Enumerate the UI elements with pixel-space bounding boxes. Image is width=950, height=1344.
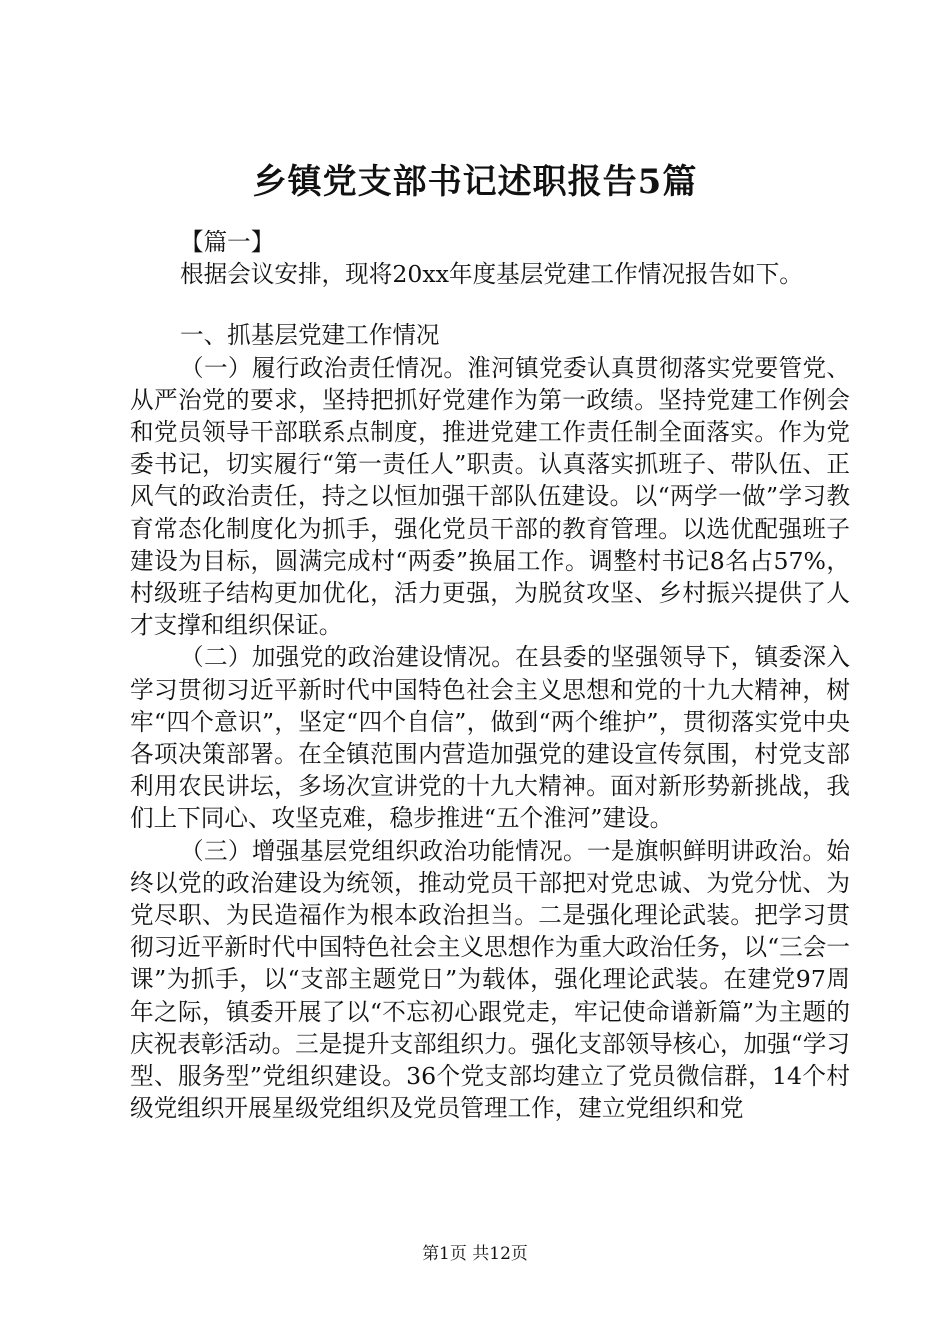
page-footer: 第1页 共12页 bbox=[422, 1244, 528, 1264]
document-body bbox=[130, 226, 850, 1124]
document-title: 乡镇党支部书记述职报告5篇 bbox=[252, 162, 698, 202]
section-label: 【篇一】 bbox=[180, 228, 275, 256]
paragraph-grassroots-function: （三）增强基层党组织政治功能情况。一是旗帜鲜明讲政治。始终以党的政治建设为统领，推动党员干部把对党忠诚、为党分忧、为党尽职、为民造福作为根本政治担当。二是强化理论武装。把学习贯彻习近平新时代中国特色社会主义思想作为重大政治任务，以“三会一课”为抓手，以“支部主题党日”为载体，强化理论武装。在建党97周年之际，镇委开展了以“不忘初心跟党走，牢记使命谱新篇”为主题的庆祝表彰活动。三是提升支部组织力。强化支部领导核心，加强“学习型、服务型”党组织建设。36个党支部均建立了党员微信群，14个村级党组织开展星级党组织及党员管理工作，建立党组织和党 bbox=[130, 836, 850, 1123]
section-heading: 一、抓基层党建工作情况 bbox=[180, 321, 440, 350]
paragraph-political-responsibility: （一）履行政治责任情况。淮河镇党委认真贯彻落实党要管党、从严治党的要求，坚持把抓好党建作为第一政绩。坚持党建工作例会和党员领导干部联系点制度，推进党建工作责任制全面落实。作为党委书记，切实履行“第一责任人”职责。认真落实抓班子、带队伍、正风气的政治责任，持之以恒加强干部队伍建设。以“两学一做”学习教育常态化制度化为抓手，强化党员干部的教育管理。以选优配强班子建设为目标，圆满完成村“两委”换届工作。调整村书记8名占57%，村级班子结构更加优化，活力更强，为脱贫攻坚、乡村振兴提供了人才支撑和组织保证。 bbox=[130, 353, 850, 640]
intro-paragraph: 根据会议安排，现将20xx年度基层党建工作情况报告如下。 bbox=[180, 260, 803, 289]
paragraph-political-construction: （二）加强党的政治建设情况。在县委的坚强领导下，镇委深入学习贯彻习近平新时代中国特色社会主义思想和党的十九大精神，树牢“四个意识”，坚定“四个自信”，做到“两个维护”，贯彻落实党中央各项决策部署。在全镇范围内营造加强党的建设宣传氛围，村党支部利用农民讲坛，多场次宣讲党的十九大精神。面对新形势新挑战，我们上下同心、攻坚克难，稳步推进“五个淮河”建设。 bbox=[130, 643, 850, 833]
